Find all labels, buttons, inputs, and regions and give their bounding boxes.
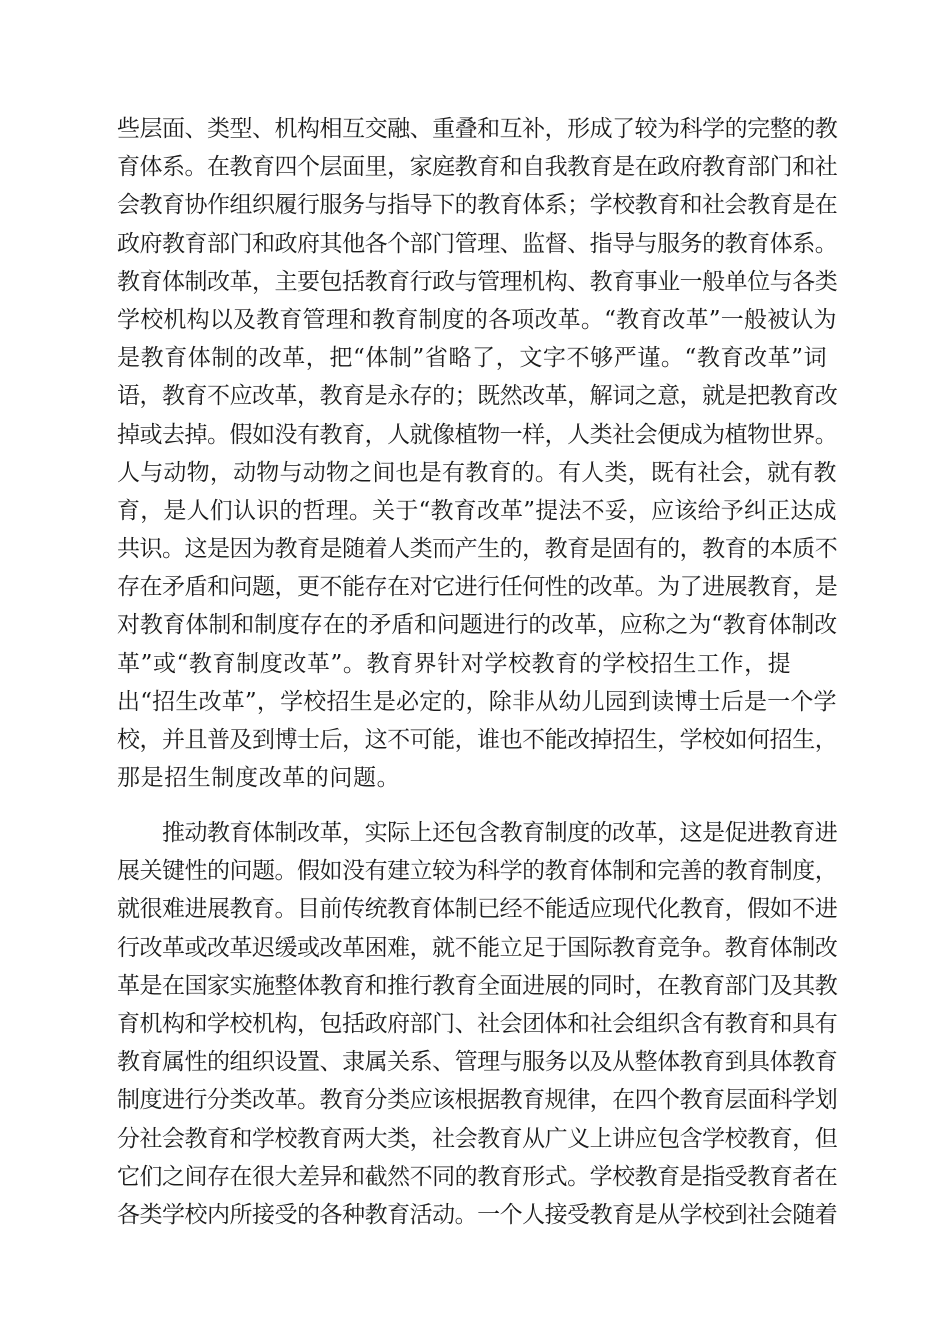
text-line: 就很难进展教育。目前传统教育体制已经不能适应现代化教育，假如不进 <box>117 896 838 923</box>
text-line: 些层面、类型、机构相互交融、重叠和互补，形成了较为科学的完整的教 <box>117 116 838 142</box>
text-line: 是教育体制的改革，把“体制”省略了，文字不够严谨。“教育改革”词 <box>117 345 828 372</box>
text-line: 制度进行分类改革。教育分类应该根据教育规律，在四个教育层面科学划 <box>117 1087 838 1114</box>
text-line: 掉或去掉。假如没有教育，人就像植物一样，人类社会便成为植物世界。 <box>117 421 838 448</box>
text-line: 教育属性的组织设置、隶属关系、管理与服务以及从整体教育到具体教育 <box>117 1049 838 1076</box>
text-line: 出“招生改革”，学校招生是必定的，除非从幼儿园到读博士后是一个学 <box>117 688 837 715</box>
text-line: 革”或“教育制度改革”。教育界针对学校教育的学校招生工作，提 <box>117 650 792 677</box>
text-line: 存在矛盾和问题，更不能存在对它进行任何性的改革。为了进展教育，是 <box>117 574 838 601</box>
text-line: 各类学校内所接受的各种教育活动。一个人接受教育是从学校到社会随着 <box>117 1201 838 1228</box>
text-line: 它们之间存在很大差异和截然不同的教育形式。学校教育是指受教育者在 <box>117 1163 838 1190</box>
text-line: 人与动物，动物与动物之间也是有教育的。有人类，既有社会，就有教 <box>117 459 837 486</box>
text-line: 教育体制改革，主要包括教育行政与管理机构、教育事业一般单位与各类 <box>117 268 838 295</box>
text-line: 行改革或改革迟缓或改革困难，就不能立足于国际教育竞争。教育体制改 <box>117 934 838 961</box>
text-line: 学校机构以及教育管理和教育制度的各项改革。“教育改革”一般被认为 <box>117 306 837 333</box>
text-line: 展关键性的问题。假如没有建立较为科学的教育体制和完善的教育制度， <box>117 858 838 885</box>
text-line: 育体系。在教育四个层面里，家庭教育和自我教育是在政府教育部门和社 <box>117 154 838 181</box>
text-line: 语，教育不应改革，教育是永存的；既然改革，解词之意，就是把教育改 <box>117 383 838 410</box>
text-line: 共识。这是因为教育是随着人类而产生的，教育是固有的，教育的本质不 <box>117 536 838 563</box>
text-line: 政府教育部门和政府其他各个部门管理、监督、指导与服务的教育体系。 <box>117 230 838 257</box>
paragraph-1 <box>117 110 837 797</box>
text-line: 育机构和学校机构，包括政府部门、社会团体和社会组织含有教育和具有 <box>117 1010 838 1037</box>
text-line: 推动教育体制改革，实际上还包含教育制度的改革，这是促进教育进 <box>117 820 838 846</box>
text-line: 校，并且普及到博士后，这不可能，谁也不能改掉招生，学校如何招生， <box>117 727 838 753</box>
text-line: 革是在国家实施整体教育和推行教育全面进展的同时，在教育部门及其教 <box>117 972 838 999</box>
text-line: 育，是人们认识的哲理。关于“教育改革”提法不妥，应该给予纠正达成 <box>117 497 837 524</box>
text-line: 会教育协作组织履行服务与指导下的教育体系；学校教育和社会教育是在 <box>117 192 838 219</box>
paragraph-2 <box>117 814 837 1234</box>
text-line: 那是招生制度改革的问题。 <box>117 765 401 792</box>
text-line: 分社会教育和学校教育两大类，社会教育从广义上讲应包含学校教育，但 <box>117 1125 838 1152</box>
text-line: 对教育体制和制度存在的矛盾和问题进行的改革，应称之为“教育体制改 <box>117 612 837 639</box>
